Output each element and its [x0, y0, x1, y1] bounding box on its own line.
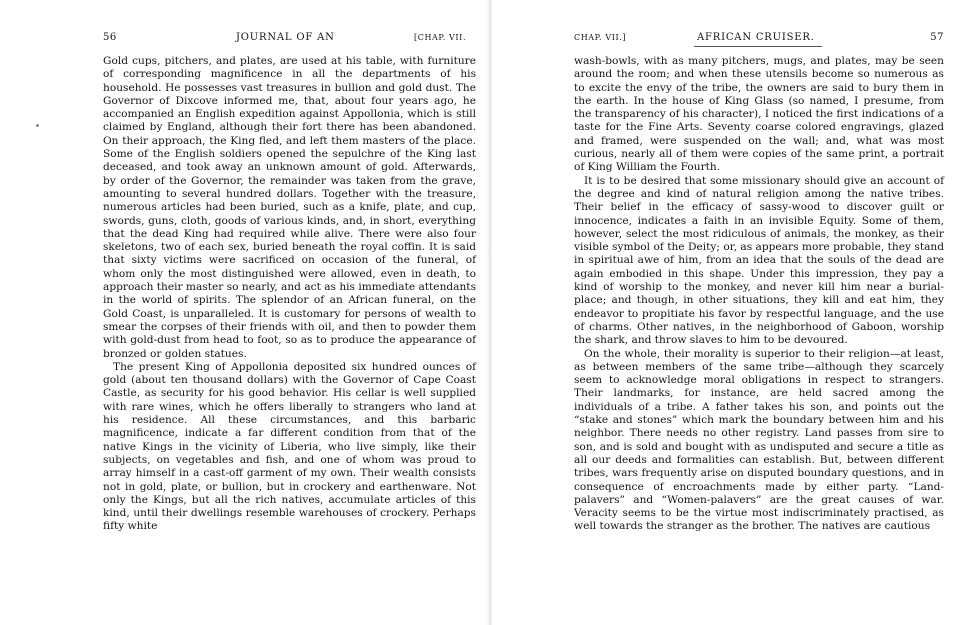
right-page-number: 57: [930, 32, 944, 43]
paragraph: It is to be desired that some missionary should give an account of the degree and kind of natural religion among the native tribes. Their belief in the efficacy of sassy-wood to discover guilt or innocence, indicates a faith in an invisible Equity. Some of them, however, select the most ridiculous of animals, the monkey, as their visible symbol of the Deity; or, as appears more probable, they stand in spiritual awe of him, from an idea that the souls of the dead are again embodied in this shape. Under this impression, they pay a kind of worship to the monkey, and never kill him near a burial-place; and though, in other situations, they kill and eat him, they endeavor to propitiate his favor by respectful language, and the use of charms. Other natives, in the neighborhood of Gaboon, worship the shark, and throw slaves to him to be devoured.: [574, 174, 944, 347]
left-running-head: [103, 32, 476, 46]
paragraph: The present King of Appollonia deposited six hundred ounces of gold (about ten thousand dollars) with the Governor of Cape Coast Castle, as security for his good behavior. His cellar is well supplied with rare wines, which he offers liberally to strangers who land at his residence. All these circumstances, and this barbaric magnificence, indicate a far different condition from that of the native Kings in the vicinity of Liberia, who live simply, like their subjects, on vegetables and fish, and one of whom was proud to array himself in a cast-off garment of my own. Their wealth consists not in gold, plate, or bullion, but in crockery and earthenware. Not only the Kings, but all the rich natives, accumulate articles of this kind, until their dwellings resemble warehouses of crockery. Perhaps fifty white: [103, 360, 476, 533]
right-running-title: AFRICAN CRUISER.: [697, 32, 815, 43]
left-chapter-label: [CHAP. VII.: [414, 33, 467, 42]
left-running-title: JOURNAL OF AN: [236, 32, 335, 43]
paragraph: On the whole, their morality is superior to their religion—at least, as between members of the same tribe—although they scarcely seem to acknowledge moral obligations in respect to strangers. Their landmarks, for instance, are held sacred among the individuals of a tribe. A father takes his son, and points out the “stake and stones” which mark the boundary between him and his neighbor. There needs no other registry. Land passes from sire to son, and is sold and bought with as undisputed and secure a title as all our deeds and formalities can establish. But, between different tribes, wars frequently arise on disputed boundary questions, and in consequence of encroachments made by either party. “Land-palavers” and “Women-palavers” are the great causes of war. Veracity seems to be the virtue most indiscriminately practised, as well towards the stranger as the brother. The natives are cautious: [574, 347, 944, 533]
title-underline: [694, 46, 822, 47]
scan-speck: [36, 124, 39, 127]
paragraph: Gold cups, pitchers, and plates, are used at his table, with furniture of corresponding magnificence in all the departments of his household. He possesses vast treasures in bullion and gold dust. The Governor of Dixcove informed me, that, about four years ago, he accompanied an English expedition against Appollonia, which is still claimed by England, although their fort there has been abandoned. On their approach, the King fled, and left them masters of the place. Some of the English soldiers opened the sepulchre of the King last deceased, and took away an unknown amount of gold. Afterwards, by order of the Governor, the remainder was taken from the grave, amounting to several hundred dollars. Together with the treasure, numerous articles had been buried, such as a knife, plate, and cup, swords, guns, cloth, goods of various kinds, and, in short, everything that the dead King had required while alive. There were also four skeletons, two of each sex, buried beneath the royal coffin. It is said that sixty victims were sacrificed on occasion of the funeral, of whom only the most distinguished were allowed, even in death, to approach their master so nearly, and act as his immediate attendants in the world of spirits. The splendor of an African funeral, on the Gold Coast, is unparalleled. It is customary for persons of wealth to smear the corpses of their friends with oil, and then to powder them with gold-dust from head to foot, so as to produce the appearance of bronzed or golden statues.: [103, 55, 476, 360]
right-body-text: [574, 55, 944, 534]
right-running-head: [574, 32, 944, 46]
paragraph: wash-bowls, with as many pitchers, mugs, and plates, may be seen around the room; and when these utensils become so numerous as to excite the envy of the tribe, the owners are said to bury them in the earth. In the house of King Glass (so named, I presume, from the transparency of his character), I noticed the first indications of a taste for the Fine Arts. Seventy coarse colored engravings, glazed and framed, were suspended on the wall; and, what was most curious, nearly all of them were copies of the same print, a portrait of King William the Fourth.: [574, 55, 944, 174]
right-page: [490, 0, 980, 625]
right-chapter-label: CHAP. VII.]: [574, 33, 627, 42]
left-page-number: 56: [103, 32, 117, 43]
left-body-text: [103, 55, 476, 534]
